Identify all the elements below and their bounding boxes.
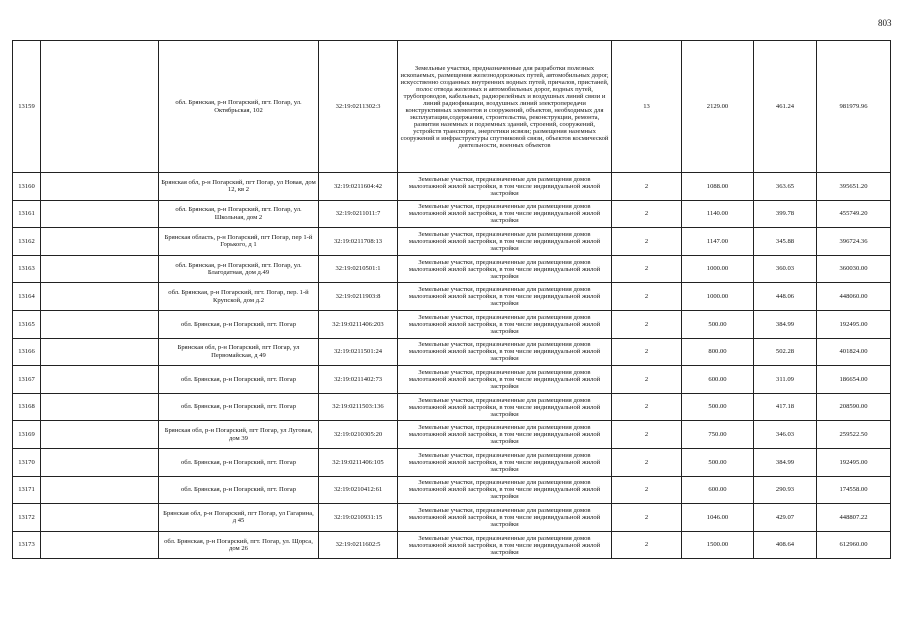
cell-empty [41, 283, 159, 311]
cell-address: обл. Брянская, р-н Погарский, пгт. Погар [159, 448, 319, 476]
cell-permitted-use: Земельные участки, предназначенные для размещения домов малоэтажной жилой застройки, в том числе индивидуальной жилой застройки [398, 255, 612, 283]
cell-empty [41, 310, 159, 338]
cell-specific-value: 429.07 [754, 504, 817, 532]
cell-area: 1500.00 [682, 531, 754, 559]
cell-cadastral-value: 448807.22 [817, 504, 891, 532]
cell-address: Брянская обл, р-н Погарский, пгт Погар, ул Гагарина, д 45 [159, 504, 319, 532]
cell-area: 1000.00 [682, 255, 754, 283]
cell-specific-value: 417.18 [754, 393, 817, 421]
cell-empty [41, 421, 159, 449]
table-row [13, 173, 891, 201]
cell-cadastral-value: 192495.00 [817, 310, 891, 338]
land-register-table [12, 40, 891, 559]
cell-cadastral-value: 455749.20 [817, 200, 891, 228]
cell-specific-value: 448.06 [754, 283, 817, 311]
cell-empty [41, 504, 159, 532]
cell-permitted-use: Земельные участки, предназначенные для размещения домов малоэтажной жилой застройки, в том числе индивидуальной жилой застройки [398, 310, 612, 338]
cell-permitted-use: Земельные участки, предназначенные для размещения домов малоэтажной жилой застройки, в том числе индивидуальной жилой застройки [398, 476, 612, 504]
cell-row-number: 13167 [13, 366, 41, 394]
cell-cadastral-number: 32:19:0211604:42 [319, 173, 398, 201]
table-row [13, 310, 891, 338]
cell-address: Брянская обл, р-н Погарский, пгт Погар, ул Новая, дом 12, кв 2 [159, 173, 319, 201]
cell-cadastral-value: 981979.96 [817, 41, 891, 173]
cell-area: 1000.00 [682, 283, 754, 311]
cell-area: 1140.00 [682, 200, 754, 228]
cell-row-number: 13168 [13, 393, 41, 421]
table-row [13, 283, 891, 311]
cell-cadastral-number: 32:19:0211708:13 [319, 228, 398, 256]
cell-cadastral-value: 186654.00 [817, 366, 891, 394]
cell-permitted-use: Земельные участки, предназначенные для размещения домов малоэтажной жилой застройки, в том числе индивидуальной жилой застройки [398, 283, 612, 311]
cell-row-number: 13159 [13, 41, 41, 173]
cell-address: обл. Брянская, р-н Погарский, пгт. Погар [159, 366, 319, 394]
cell-empty [41, 366, 159, 394]
cell-use-code: 2 [612, 531, 682, 559]
cell-permitted-use: Земельные участки, предназначенные для размещения домов малоэтажной жилой застройки, в том числе индивидуальной жилой застройки [398, 173, 612, 201]
cell-cadastral-value: 395651.20 [817, 173, 891, 201]
cell-use-code: 2 [612, 173, 682, 201]
cell-use-code: 2 [612, 421, 682, 449]
cell-cadastral-number: 32:19:0210412:61 [319, 476, 398, 504]
cell-area: 1088.00 [682, 173, 754, 201]
cell-address: обл. Брянская, р-н Погарский, пгт. Погар, ул. Школьная, дом 2 [159, 200, 319, 228]
cell-permitted-use: Земельные участки, предназначенные для размещения домов малоэтажной жилой застройки, в том числе индивидуальной жилой застройки [398, 366, 612, 394]
cell-area: 600.00 [682, 476, 754, 504]
cell-permitted-use: Земельные участки, предназначенные для разработки полезных ископаемых, размещения железнодорожных путей, автомобильных дорог, искусственно созданных внутренних водных путей, причалов, пристаней, полос отвода железных и автомобильных дорог, водных путей, трубопроводов, кабельных, радиорелейных и воздушных линий связи и линий радиофикации, воздушных линий электропередачи конструктивных элементов и сооружений, объектов, необходимых для эксплуатации,содержания, строительства, реконструкции, ремонта, развития наземных и подземных зданий, строений, сооружений, устройств транспорта, энергетики исвязи; размещения наземных сооружений и инфраструктуры спутниковой связи, объектов космической деятельности, военных объектов [398, 41, 612, 173]
cell-cadastral-value: 448060.00 [817, 283, 891, 311]
cell-area: 800.00 [682, 338, 754, 366]
cell-cadastral-value: 174558.00 [817, 476, 891, 504]
cell-area: 500.00 [682, 310, 754, 338]
cell-address: Брянская обл, р-н Погарский, пгт Погар, ул Первомайская, д 49 [159, 338, 319, 366]
cell-use-code: 2 [612, 310, 682, 338]
cell-area: 500.00 [682, 448, 754, 476]
cell-empty [41, 41, 159, 173]
cell-row-number: 13166 [13, 338, 41, 366]
cell-empty [41, 173, 159, 201]
cell-row-number: 13161 [13, 200, 41, 228]
cell-specific-value: 502.28 [754, 338, 817, 366]
cell-row-number: 13162 [13, 228, 41, 256]
cell-cadastral-number: 32:19:0210501:1 [319, 255, 398, 283]
cell-specific-value: 311.09 [754, 366, 817, 394]
cell-cadastral-number: 32:19:0211602:5 [319, 531, 398, 559]
cell-use-code: 2 [612, 393, 682, 421]
cell-use-code: 2 [612, 255, 682, 283]
cell-area: 1147.00 [682, 228, 754, 256]
table-row [13, 338, 891, 366]
cell-address: обл. Брянская, р-н Погарский, пгт. Погар [159, 476, 319, 504]
cell-specific-value: 408.64 [754, 531, 817, 559]
table-row [13, 393, 891, 421]
cell-use-code: 2 [612, 200, 682, 228]
page-number: 803 [878, 18, 892, 28]
cell-cadastral-number: 32:19:0211402:73 [319, 366, 398, 394]
cell-area: 600.00 [682, 366, 754, 394]
cell-cadastral-value: 396724.36 [817, 228, 891, 256]
table-row [13, 41, 891, 173]
cell-empty [41, 228, 159, 256]
cell-cadastral-number: 32:19:0210931:15 [319, 504, 398, 532]
table-row [13, 421, 891, 449]
cell-cadastral-number: 32:19:0210305:20 [319, 421, 398, 449]
cell-permitted-use: Земельные участки, предназначенные для размещения домов малоэтажной жилой застройки, в том числе индивидуальной жилой застройки [398, 448, 612, 476]
cell-empty [41, 338, 159, 366]
cell-address: обл. Брянская, р-н Погарский, пгт. Погар [159, 310, 319, 338]
cell-cadastral-value: 360030.00 [817, 255, 891, 283]
cell-area: 500.00 [682, 393, 754, 421]
cell-row-number: 13171 [13, 476, 41, 504]
cell-empty [41, 531, 159, 559]
table-row [13, 255, 891, 283]
cell-cadastral-value: 259522.50 [817, 421, 891, 449]
cell-permitted-use: Земельные участки, предназначенные для размещения домов малоэтажной жилой застройки, в том числе индивидуальной жилой застройки [398, 338, 612, 366]
cell-permitted-use: Земельные участки, предназначенные для размещения домов малоэтажной жилой застройки, в том числе индивидуальной жилой застройки [398, 228, 612, 256]
cell-cadastral-value: 208590.00 [817, 393, 891, 421]
cell-address: обл. Брянская, р-н Погарский, пгт. Погар, ул. Щорса, дом 26 [159, 531, 319, 559]
cell-cadastral-number: 32:19:0211302:3 [319, 41, 398, 173]
cell-use-code: 2 [612, 228, 682, 256]
cell-cadastral-number: 32:19:0211503:136 [319, 393, 398, 421]
cell-address: Брянская область, р-н Погарский, пгт Погар, пер 1-й Горького, д 1 [159, 228, 319, 256]
cell-row-number: 13169 [13, 421, 41, 449]
cell-permitted-use: Земельные участки, предназначенные для размещения домов малоэтажной жилой застройки, в том числе индивидуальной жилой застройки [398, 504, 612, 532]
cell-use-code: 2 [612, 504, 682, 532]
cell-cadastral-number: 32:19:0211903:8 [319, 283, 398, 311]
cell-specific-value: 384.99 [754, 310, 817, 338]
cell-cadastral-value: 612960.00 [817, 531, 891, 559]
cell-permitted-use: Земельные участки, предназначенные для размещения домов малоэтажной жилой застройки, в том числе индивидуальной жилой застройки [398, 393, 612, 421]
cell-specific-value: 363.65 [754, 173, 817, 201]
cell-use-code: 2 [612, 283, 682, 311]
cell-specific-value: 346.03 [754, 421, 817, 449]
cell-row-number: 13170 [13, 448, 41, 476]
cell-empty [41, 476, 159, 504]
table-row [13, 448, 891, 476]
cell-cadastral-number: 32:19:0211501:24 [319, 338, 398, 366]
table-row [13, 531, 891, 559]
cell-specific-value: 461.24 [754, 41, 817, 173]
cell-specific-value: 399.78 [754, 200, 817, 228]
cell-empty [41, 393, 159, 421]
cell-use-code: 2 [612, 448, 682, 476]
cell-cadastral-number: 32:19:0211406:105 [319, 448, 398, 476]
cell-cadastral-number: 32:19:0211406:203 [319, 310, 398, 338]
cell-row-number: 13172 [13, 504, 41, 532]
cell-specific-value: 345.88 [754, 228, 817, 256]
cell-row-number: 13164 [13, 283, 41, 311]
cell-permitted-use: Земельные участки, предназначенные для размещения домов малоэтажной жилой застройки, в том числе индивидуальной жилой застройки [398, 200, 612, 228]
cell-area: 1046.00 [682, 504, 754, 532]
cell-use-code: 2 [612, 366, 682, 394]
table-row [13, 366, 891, 394]
table-row [13, 504, 891, 532]
cell-empty [41, 255, 159, 283]
cell-area: 2129.00 [682, 41, 754, 173]
cell-area: 750.00 [682, 421, 754, 449]
cell-use-code: 13 [612, 41, 682, 173]
cell-row-number: 13160 [13, 173, 41, 201]
cell-permitted-use: Земельные участки, предназначенные для размещения домов малоэтажной жилой застройки, в том числе индивидуальной жилой застройки [398, 421, 612, 449]
cell-address: обл. Брянская, р-н Погарский, пгт. Погар [159, 393, 319, 421]
cell-use-code: 2 [612, 338, 682, 366]
cell-row-number: 13163 [13, 255, 41, 283]
cell-cadastral-value: 401824.00 [817, 338, 891, 366]
cell-address: обл. Брянская, р-н Погарский, пгт. Погар, ул. Октябрьская, 102 [159, 41, 319, 173]
cell-cadastral-number: 32:19:0211011:7 [319, 200, 398, 228]
table-row [13, 476, 891, 504]
cell-address: Брянская обл, р-н Погарский, пгт Погар, ул Луговая, дом 39 [159, 421, 319, 449]
cell-address: обл. Брянская, р-н Погарский, пгт. Погар, пер. 1-й Крупской, дом д.2 [159, 283, 319, 311]
table-row [13, 228, 891, 256]
cell-address: обл. Брянская, р-н Погарский, пгт. Погар, ул. Благодатная, дом д.49 [159, 255, 319, 283]
cell-use-code: 2 [612, 476, 682, 504]
cell-row-number: 13173 [13, 531, 41, 559]
cell-specific-value: 384.99 [754, 448, 817, 476]
cell-row-number: 13165 [13, 310, 41, 338]
cell-empty [41, 448, 159, 476]
cell-permitted-use: Земельные участки, предназначенные для размещения домов малоэтажной жилой застройки, в том числе индивидуальной жилой застройки [398, 531, 612, 559]
cell-specific-value: 360.03 [754, 255, 817, 283]
table-row [13, 200, 891, 228]
cell-specific-value: 290.93 [754, 476, 817, 504]
cell-empty [41, 200, 159, 228]
cell-cadastral-value: 192495.00 [817, 448, 891, 476]
